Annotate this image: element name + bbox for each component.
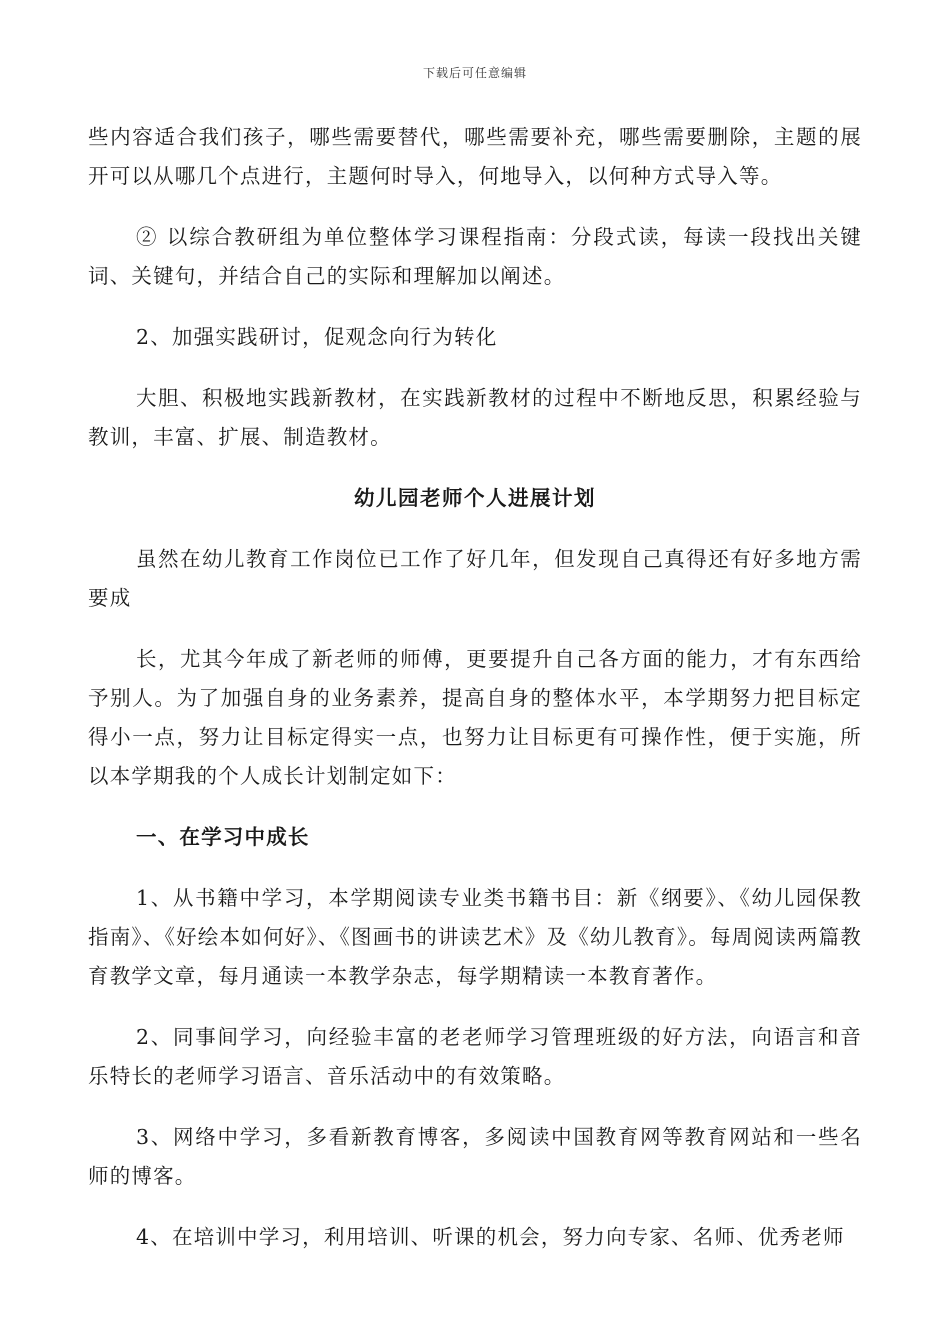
paragraph-network: 3、网络中学习，多看新教育博客，多阅读中国教育网等教育网站和一些名师的博客。 <box>88 1125 862 1188</box>
paragraph-continuation: 些内容适合我们孩子，哪些需要替代，哪些需要补充，哪些需要删除，主题的展开可以从哪几个点进行，主题何时导入，何地导入，以何种方式导入等。 <box>88 125 862 188</box>
document-title: 幼儿园老师个人进展计划 <box>354 486 596 510</box>
paragraph-training: 4、在培训中学习，利用培训、听课的机会，努力向专家、名师、优秀老师 <box>136 1225 845 1249</box>
paragraph-colleagues: 2、同事间学习，向经验丰富的老老师学习管理班级的好方法，向语言和音乐特长的老师学习语言、音乐活动中的有效策略。 <box>88 1025 862 1088</box>
paragraph-practice-heading: 2、加强实践研讨，促观念向行为转化 <box>136 325 498 349</box>
paragraph-practice: 大胆、积极地实践新教材，在实践新教材的过程中不断地反思，积累经验与教训，丰富、扩展、制造教材。 <box>88 386 862 449</box>
document-body <box>88 118 862 1257</box>
page-header: 下载后可任意编辑 <box>422 66 527 80</box>
paragraph-books: 1、从书籍中学习，本学期阅读专业类书籍书目：新《纲要》、《幼儿园保教指南》、《好绘本如何好》、《图画书的讲读艺术》及《幼儿教育》。每周阅读两篇教育教学文章，每月通读一本教学杂志，每学期精读一本教育著作。 <box>88 886 862 988</box>
paragraph-study-guide: ② 以综合教研组为单位整体学习课程指南：分段式读，每读一段找出关键词、关键句，并结合自己的实际和理解加以阐述。 <box>88 225 862 288</box>
section-heading-learning: 一、在学习中成长 <box>136 825 310 849</box>
paragraph-intro-continued: 长，尤其今年成了新老师的师傅，更要提升自己各方面的能力，才有东西给予别人。为了加强自身的业务素养，提高自身的整体水平，本学期努力把目标定得小一点，努力让目标定得实一点，也努力让目标更有可操作性，便于实施，所以本学期我的个人成长计划制定如下： <box>88 647 862 788</box>
paragraph-intro: 虽然在幼儿教育工作岗位已工作了好几年，但发现自己真得还有好多地方需要成 <box>88 547 862 610</box>
